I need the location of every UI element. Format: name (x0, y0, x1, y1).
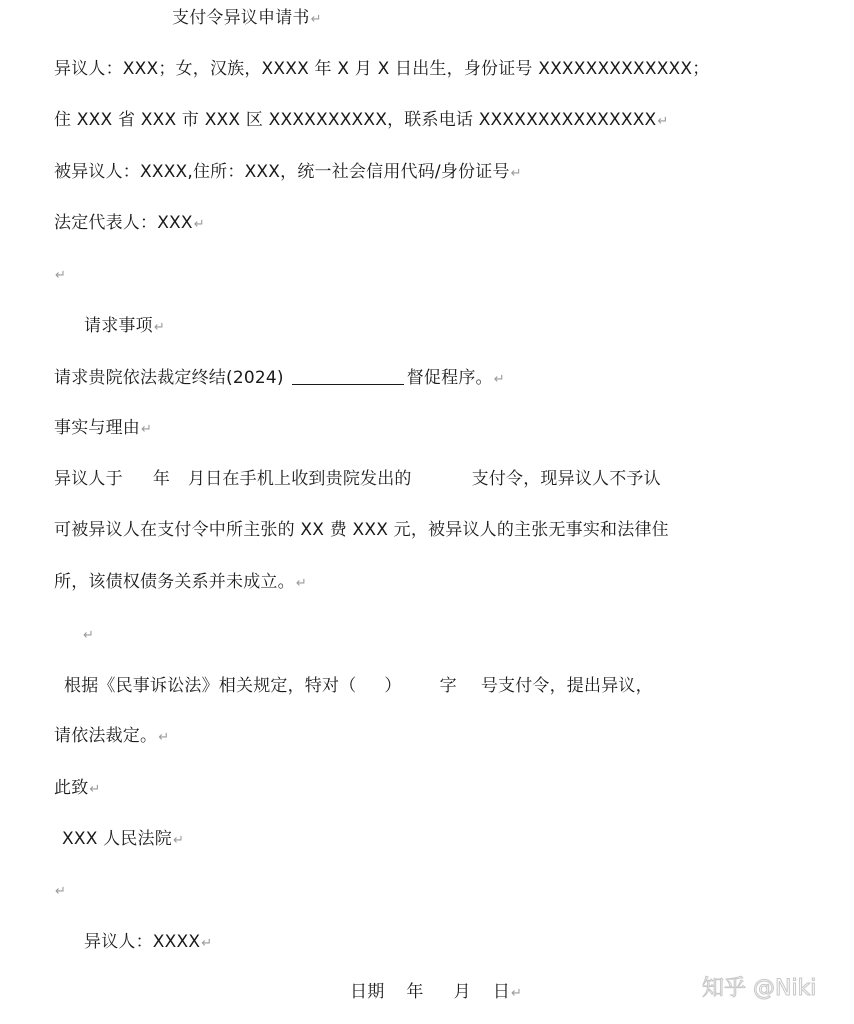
basis-text-c: 字 (439, 676, 457, 696)
date-day-label: 日 (492, 982, 511, 1002)
empty-paragraph-2 (82, 622, 94, 648)
paragraph-mark: ↵ (89, 782, 101, 797)
facts-line-3 (54, 570, 307, 596)
paragraph-mark: ↵ (510, 166, 522, 181)
basis-text-a: 根据《民事诉讼法》相关规定，特对（ (64, 676, 357, 696)
basis-text-d: 号支付令，提出异议， (480, 676, 653, 696)
respondent-text: 被异议人：XXXX,住所：XXX，统一社会信用代码/身份证号 (54, 162, 510, 182)
document-title (172, 6, 322, 32)
facts-text-1d: 支付令，现异议人不予认 (471, 469, 661, 489)
paragraph-mark: ↵ (201, 936, 213, 951)
objector-line-1 (54, 57, 709, 81)
request-heading-text: 请求事项 (84, 316, 153, 336)
respondent-line (54, 160, 522, 186)
date-line (350, 980, 522, 1006)
court-text: XXX 人民法院 (62, 829, 172, 849)
title-text: 支付令异议申请书 (172, 8, 310, 28)
facts-text-2: 可被异议人在支付令中所主张的 XX 费 XXX 元，被异议人的主张无事实和法律住 (54, 520, 669, 540)
paragraph-mark: ↵ (172, 833, 185, 848)
request-text-after: 督促程序。 (406, 368, 493, 388)
objector-text-2: 住 XXX 省 XXX 市 XXX 区 XXXXXXXXXX，联系电话 XXXXXXXXXXXXXXX (54, 110, 657, 130)
legal-rep-text: 法定代表人：XXX (54, 213, 193, 233)
facts-heading (54, 416, 152, 442)
signature-line (84, 930, 212, 956)
request-line (54, 366, 505, 392)
facts-line-1 (54, 467, 661, 491)
date-month-label: 月 (453, 982, 471, 1002)
paragraph-mark: ↵ (657, 114, 669, 129)
basis-text-b: ） (384, 676, 402, 696)
facts-line-2 (54, 518, 669, 542)
facts-text-1b: 年 (152, 469, 171, 489)
paragraph-mark: ↵ (153, 320, 165, 335)
paragraph-mark: ↵ (511, 986, 523, 1001)
request-heading (84, 314, 165, 340)
basis-line-1 (64, 674, 653, 698)
watermark: 知乎 @Niki (702, 976, 817, 1001)
paragraph-mark: ↵ (55, 884, 67, 899)
paragraph-mark: ↵ (310, 12, 322, 27)
paragraph-mark: ↵ (295, 576, 307, 591)
facts-text-3: 所，该债权债务关系并未成立。 (54, 572, 295, 592)
salutation-text: 此致 (54, 778, 89, 798)
facts-heading-text: 事实与理由 (54, 418, 140, 438)
facts-text-1c: 月日在手机上收到贵院发出的 (188, 469, 412, 489)
salutation-line (54, 776, 101, 802)
objector-line-2 (54, 108, 669, 134)
request-text-before: 请求贵院依法裁定终结(2024) (54, 368, 284, 388)
paragraph-mark: ↵ (493, 372, 505, 387)
paragraph-mark: ↵ (55, 268, 67, 283)
date-label: 日期 (350, 982, 385, 1002)
empty-paragraph-3 (54, 878, 66, 904)
paragraph-mark: ↵ (83, 628, 95, 643)
court-line (62, 827, 184, 853)
basis-line-2 (54, 724, 169, 750)
date-year-label: 年 (406, 982, 424, 1002)
case-number-blank (292, 368, 404, 385)
facts-text-1a: 异议人于 (54, 469, 123, 489)
paragraph-mark: ↵ (141, 422, 153, 437)
empty-paragraph-1 (54, 262, 66, 288)
paragraph-mark: ↵ (158, 730, 170, 745)
paragraph-mark: ↵ (193, 217, 205, 232)
basis-text-2: 请依法裁定。 (54, 726, 158, 746)
objector-text-1: 异议人：XXX；女，汉族，XXXX 年 X 月 X 日出生，身份证号 XXXXXXXXXXXXX； (54, 59, 710, 79)
legal-rep-line (54, 211, 205, 237)
signature-text: 异议人：XXXX (84, 932, 201, 952)
